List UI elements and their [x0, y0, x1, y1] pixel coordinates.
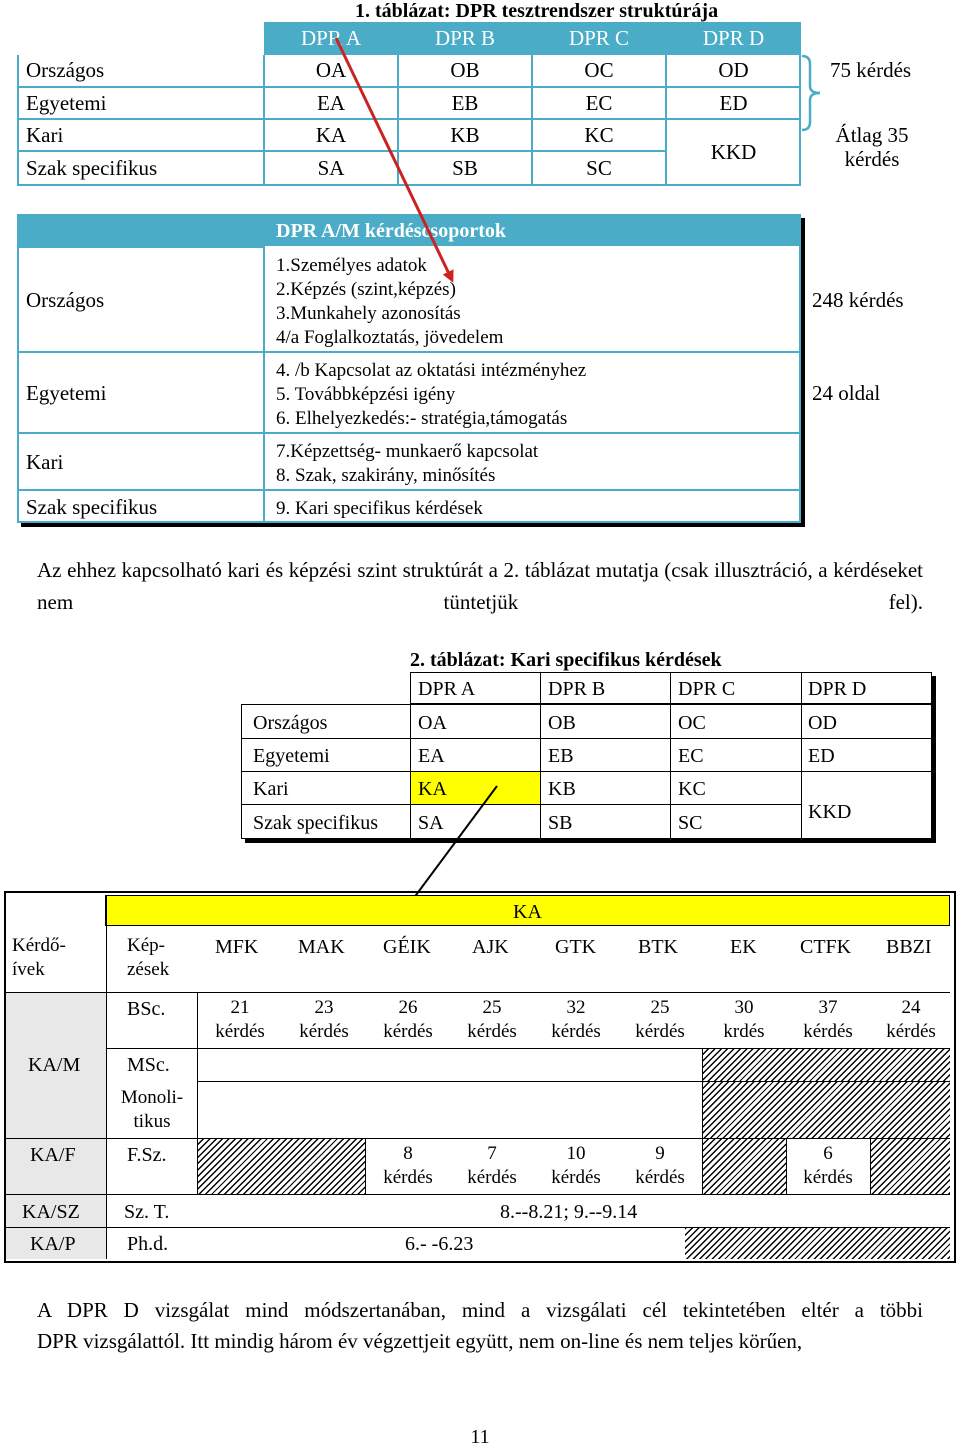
table-2-cell: SA — [418, 812, 444, 834]
table-2-header: DPR D — [808, 678, 867, 700]
bsc-count-cell: 23 kérdés — [299, 997, 349, 1042]
page-number: 11 — [470, 1426, 490, 1448]
bsc-count-cell: 37 kérdés — [803, 997, 853, 1042]
training-level-label: Sz. T. — [124, 1201, 170, 1223]
faculty-header: MAK — [298, 936, 345, 958]
table-1-cell: OA — [315, 58, 347, 82]
fsz-count-cell: 10 kérdés — [551, 1143, 601, 1188]
paragraph-dpr-d-line-2: DPR vizsgálattól. Itt mindig három év végzettjeit együtt, nem on-line és nem teljes körűen, — [37, 1329, 803, 1353]
table-1-cell: OC — [584, 58, 614, 82]
training-level-label: F.Sz. — [127, 1144, 167, 1166]
table-3-hatched-area — [685, 1228, 950, 1259]
table-2-cell: EA — [418, 745, 445, 767]
table-2-row-label: Egyetemi — [253, 745, 330, 767]
faculty-header: BBZI — [886, 936, 932, 958]
table-1-cell: OD — [718, 58, 749, 82]
training-level-label: Ph.d. — [127, 1233, 169, 1255]
faculty-header: GÉIK — [383, 936, 431, 958]
table-3-hatched-area — [702, 1082, 950, 1138]
question-group-item: 2.Képzés (szint,képzés) — [276, 279, 456, 300]
table-2-cell: SC — [678, 812, 703, 834]
table-1-cell: KB — [450, 123, 480, 147]
table-1-header-dpr-b: DPR B — [434, 26, 496, 50]
table-1-cell: KC — [584, 123, 614, 147]
table-2-cell: ED — [808, 745, 835, 767]
question-group-item: 3.Munkahely azonosítás — [276, 303, 461, 324]
table-2-row-label: Kari — [253, 778, 289, 800]
question-groups-header-text: DPR A/M kérdéscsoportok — [276, 220, 506, 242]
bsc-count-cell: 30 krdés — [723, 997, 765, 1042]
training-level-label: Monoli- tikus — [120, 1087, 184, 1132]
question-groups-level-label: Egyetemi — [26, 381, 107, 405]
table-1-note-average-unit: kérdés — [844, 147, 900, 171]
table-3-hatched-area — [197, 1048, 702, 1138]
fsz-count-cell: 7 kérdés — [467, 1143, 517, 1188]
faculty-header: EK — [730, 936, 757, 958]
training-level-label: BSc. — [127, 998, 166, 1020]
question-group-item: 1.Személyes adatok — [276, 255, 427, 276]
table-2-cell: KC — [678, 778, 706, 800]
table-1-cell: KA — [315, 123, 347, 147]
table-3-hatched-area — [197, 1138, 365, 1194]
table-2-cell: KA — [418, 778, 447, 800]
faculty-header: BTK — [638, 936, 678, 958]
table-2-header: DPR C — [678, 678, 736, 700]
table-3-col-header-questionnaires: Kérdő- ívek — [12, 935, 66, 980]
table-1-row-label: Egyetemi — [26, 91, 107, 115]
table-3-hatched-area — [702, 1138, 786, 1194]
table-1-note-count: 75 kérdés — [830, 58, 912, 82]
question-group-item: 4/a Foglalkoztatás, jövedelem — [276, 327, 504, 348]
fsz-count-cell: 8 kérdés — [383, 1143, 433, 1188]
table-1-header-dpr-a: DPR A — [300, 26, 362, 50]
questionnaire-label: KA/M — [28, 1054, 81, 1076]
question-group-item: 4. /b Kapcsolat az oktatási intézményhez — [276, 360, 587, 381]
table-3-hatched-area — [702, 1048, 950, 1081]
bsc-count-cell: 26 kérdés — [383, 997, 433, 1042]
table-1-cell: SB — [452, 156, 478, 180]
table-1-row-label: Szak specifikus — [26, 156, 158, 180]
table-1-cell: EA — [317, 91, 345, 115]
faculty-header: MFK — [215, 936, 259, 958]
phd-value: 6.- -6.23 — [405, 1233, 474, 1255]
faculty-header: GTK — [555, 936, 597, 958]
table-1-merged-cell: KKD — [710, 140, 757, 164]
paragraph-dpr-d-line-1: A DPR D vizsgálat mind módszertanában, mind a vizsgálati cél tekintetében eltér a többi — [37, 1298, 923, 1322]
fsz-count-cell: 6 kérdés — [803, 1143, 853, 1188]
question-group-item: 8. Szak, szakirány, minősítés — [276, 465, 496, 486]
table-2-cell: OA — [418, 712, 447, 734]
question-group-item: 7.Képzettség- munkaerő kapcsolat — [276, 441, 539, 462]
questionnaire-label: KA/F — [30, 1144, 76, 1166]
question-groups-note-count: 248 kérdés — [812, 288, 904, 312]
question-groups-level-label: Szak specifikus — [26, 495, 158, 519]
table-3-ka-header-text: KA — [513, 901, 542, 923]
bsc-count-cell: 25 kérdés — [467, 997, 517, 1042]
question-groups-note-pages: 24 oldal — [812, 381, 881, 405]
bsc-count-cell: 24 kérdés — [886, 997, 936, 1042]
table-1-cell: OB — [450, 58, 480, 82]
table-2-header: DPR A — [418, 678, 476, 700]
table-1-header-dpr-d: DPR D — [702, 26, 765, 50]
szt-value: 8.--8.21; 9.--9.14 — [500, 1201, 638, 1223]
table-1-cell: SA — [317, 156, 345, 180]
table-2-cell: SB — [548, 812, 573, 834]
bsc-count-cell: 25 kérdés — [635, 997, 685, 1042]
table-1-cell: EC — [585, 91, 613, 115]
table-3-hatched-area — [870, 1138, 950, 1194]
questionnaire-label: KA/SZ — [22, 1201, 80, 1223]
question-groups-level-label: Kari — [26, 450, 64, 474]
questionnaire-label: KA/P — [30, 1233, 76, 1255]
table-1-cell: ED — [719, 91, 748, 115]
table-2-cell: OD — [808, 712, 837, 734]
table-2-cell: KB — [548, 778, 576, 800]
paragraph-intro: Az ehhez kapcsolható kari és képzési szint struktúrát a 2. táblázat mutatja (csak illusztráció, a kérdéseket nem tüntetjük fel). — [37, 558, 923, 614]
table-2-cell: OB — [548, 712, 576, 734]
table-2-cell: EB — [548, 745, 574, 767]
table-2-header: DPR B — [548, 678, 606, 700]
question-groups-level-label: Országos — [26, 288, 105, 312]
question-group-item: 9. Kari specifikus kérdések — [276, 498, 483, 519]
question-group-item: 5. Továbbképzési igény — [276, 384, 456, 405]
table-1-header-dpr-c: DPR C — [568, 26, 630, 50]
table-2-row-label: Országos — [253, 712, 328, 734]
table-3-col-header-levels: Kép- zések — [127, 935, 170, 980]
table-1-cell: SC — [586, 156, 612, 180]
table-2-cell: EC — [678, 745, 704, 767]
bsc-count-cell: 32 kérdés — [551, 997, 601, 1042]
table-1-cell: EB — [451, 91, 479, 115]
table-1-note-average: Átlag 35 — [835, 123, 909, 147]
table-2-row-label: Szak specifikus — [253, 812, 378, 834]
faculty-header: CTFK — [800, 936, 852, 958]
table-2-cell: OC — [678, 712, 706, 734]
table-2-caption: 2. táblázat: Kari specifikus kérdések — [410, 649, 722, 671]
faculty-header: AJK — [472, 936, 509, 958]
bsc-count-cell: 21 kérdés — [215, 997, 265, 1042]
table-1-caption: 1. táblázat: DPR tesztrendszer struktúrája — [355, 0, 719, 22]
table-1-row-label: Kari — [26, 123, 64, 147]
table-1-row-label: Országos — [26, 58, 105, 82]
fsz-count-cell: 9 kérdés — [635, 1143, 685, 1188]
training-level-label: MSc. — [127, 1054, 170, 1076]
question-group-item: 6. Elhelyezkedés:- stratégia,támogatás — [276, 408, 568, 429]
table-2-merged-cell: KKD — [808, 801, 852, 823]
